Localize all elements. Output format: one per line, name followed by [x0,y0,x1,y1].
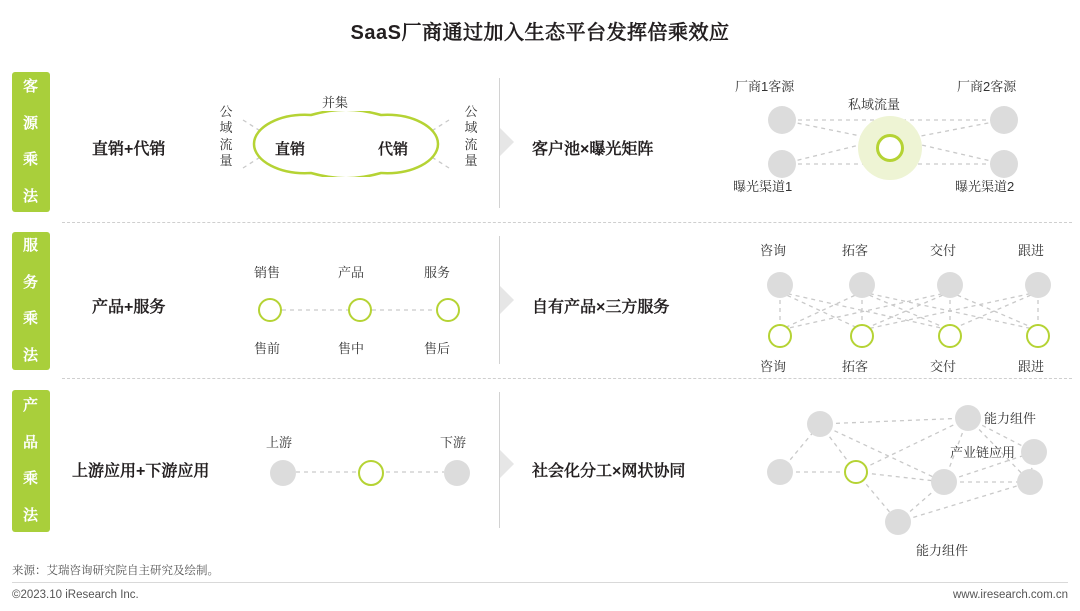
node-private-traffic [876,134,904,162]
blob-label-direct: 直销 [275,141,306,158]
band-label-line: 源 [22,114,39,132]
right-public-traffic-text: 公域流量 [464,104,478,168]
aftersale-label: 售后 [424,341,451,356]
node-deliver-top [937,272,963,298]
node-exposure-channel1 [768,150,796,178]
node-net-center-highlight [844,460,868,484]
node-deliver-bottom [938,324,962,348]
right-caption-2: 自有产品×三方服务 [532,299,670,316]
deliver-top-label: 交付 [930,243,957,258]
product-label: 产品 [338,265,365,280]
row-separator-2 [62,378,1072,379]
node-net-bottom [885,509,911,535]
node-net-capability-1 [955,405,981,431]
band-label-line: 法 [22,346,39,364]
band-label-line: 法 [22,187,39,205]
exposure-channel1-label: 曝光渠道1 [733,179,793,194]
node-consult-top [767,272,793,298]
row-separator-1 [62,222,1072,223]
chevron-right-icon-2 [500,286,514,314]
industry-chain-app-label: 产业链应用 [950,445,1016,460]
right-caption-1: 客户池×曝光矩阵 [532,141,654,158]
node-net-topleft [807,411,833,437]
right-caption-3: 社会化分工×网状协同 [532,463,686,480]
private-traffic-label: 私域流量 [848,97,901,112]
node-followup-bottom [1026,324,1050,348]
deliver-bottom-label: 交付 [930,359,957,374]
left-public-traffic-text: 公域流量 [219,104,233,168]
band-label-line: 务 [22,273,39,291]
node-acquire-bottom [850,324,874,348]
node-presale [258,298,282,322]
right-public-traffic-label [463,104,479,169]
blob-label-agent: 代销 [378,141,409,158]
vendor1-source-label: 厂商1客源 [735,79,795,94]
midsale-label: 售中 [338,341,365,356]
union-label: 并集 [322,95,349,110]
upstream-label: 上游 [266,435,293,450]
acquire-bottom-label: 拓客 [842,359,869,374]
node-vendor1-source [768,106,796,134]
node-upstream [270,460,296,486]
vendor2-source-label: 厂商2客源 [957,79,1017,94]
band-label-line: 乘 [22,470,39,488]
sales-label: 销售 [254,265,281,280]
band-label-line: 乘 [22,310,39,328]
service-label: 服务 [424,265,451,280]
copyright-text: ©2023.10 iResearch Inc. [12,589,139,601]
band-label-product [12,390,50,532]
node-net-mid [931,469,957,495]
band-label-line: 服 [22,236,39,254]
band-label-service [12,232,50,370]
left-caption-1: 直销+代销 [92,141,166,158]
band-label-line: 法 [22,506,39,524]
left-public-traffic-label [218,104,234,169]
band-label-line: 品 [22,433,39,451]
source-note: 来源：艾瑞咨询研究院自主研究及绘制。 [12,565,219,577]
chevron-right-icon-3 [500,450,514,478]
footer-divider [12,582,1068,583]
node-net-right-lower [1017,469,1043,495]
exposure-channel2-label: 曝光渠道2 [955,179,1015,194]
band-label-line: 乘 [22,151,39,169]
page-title: SaaS厂商通过加入生态平台发挥倍乘效应 [350,22,730,44]
website-text: www.iresearch.com.cn [952,589,1068,601]
chevron-right-icon-1 [500,128,514,156]
band-label-line: 客 [22,77,39,95]
node-downstream [444,460,470,486]
left-caption-2: 产品+服务 [92,299,166,316]
presale-label: 售前 [254,341,281,356]
node-net-left [767,459,793,485]
capability-component-label-2: 能力组件 [916,543,969,558]
node-net-industry-chain [1021,439,1047,465]
node-middle [358,460,384,486]
node-exposure-channel2 [990,150,1018,178]
capability-component-label-1: 能力组件 [984,411,1037,426]
node-acquire-top [849,272,875,298]
band-label-customer [12,72,50,212]
node-followup-top [1025,272,1051,298]
band-label-line: 产 [22,396,39,414]
followup-top-label: 跟进 [1018,243,1045,258]
node-vendor2-source [990,106,1018,134]
consult-bottom-label: 咨询 [760,359,787,374]
downstream-label: 下游 [440,435,467,450]
consult-top-label: 咨询 [760,243,787,258]
left-caption-3: 上游应用+下游应用 [72,463,210,480]
acquire-top-label: 拓客 [842,243,869,258]
node-aftersale [436,298,460,322]
node-consult-bottom [768,324,792,348]
node-midsale [348,298,372,322]
followup-bottom-label: 跟进 [1018,359,1045,374]
